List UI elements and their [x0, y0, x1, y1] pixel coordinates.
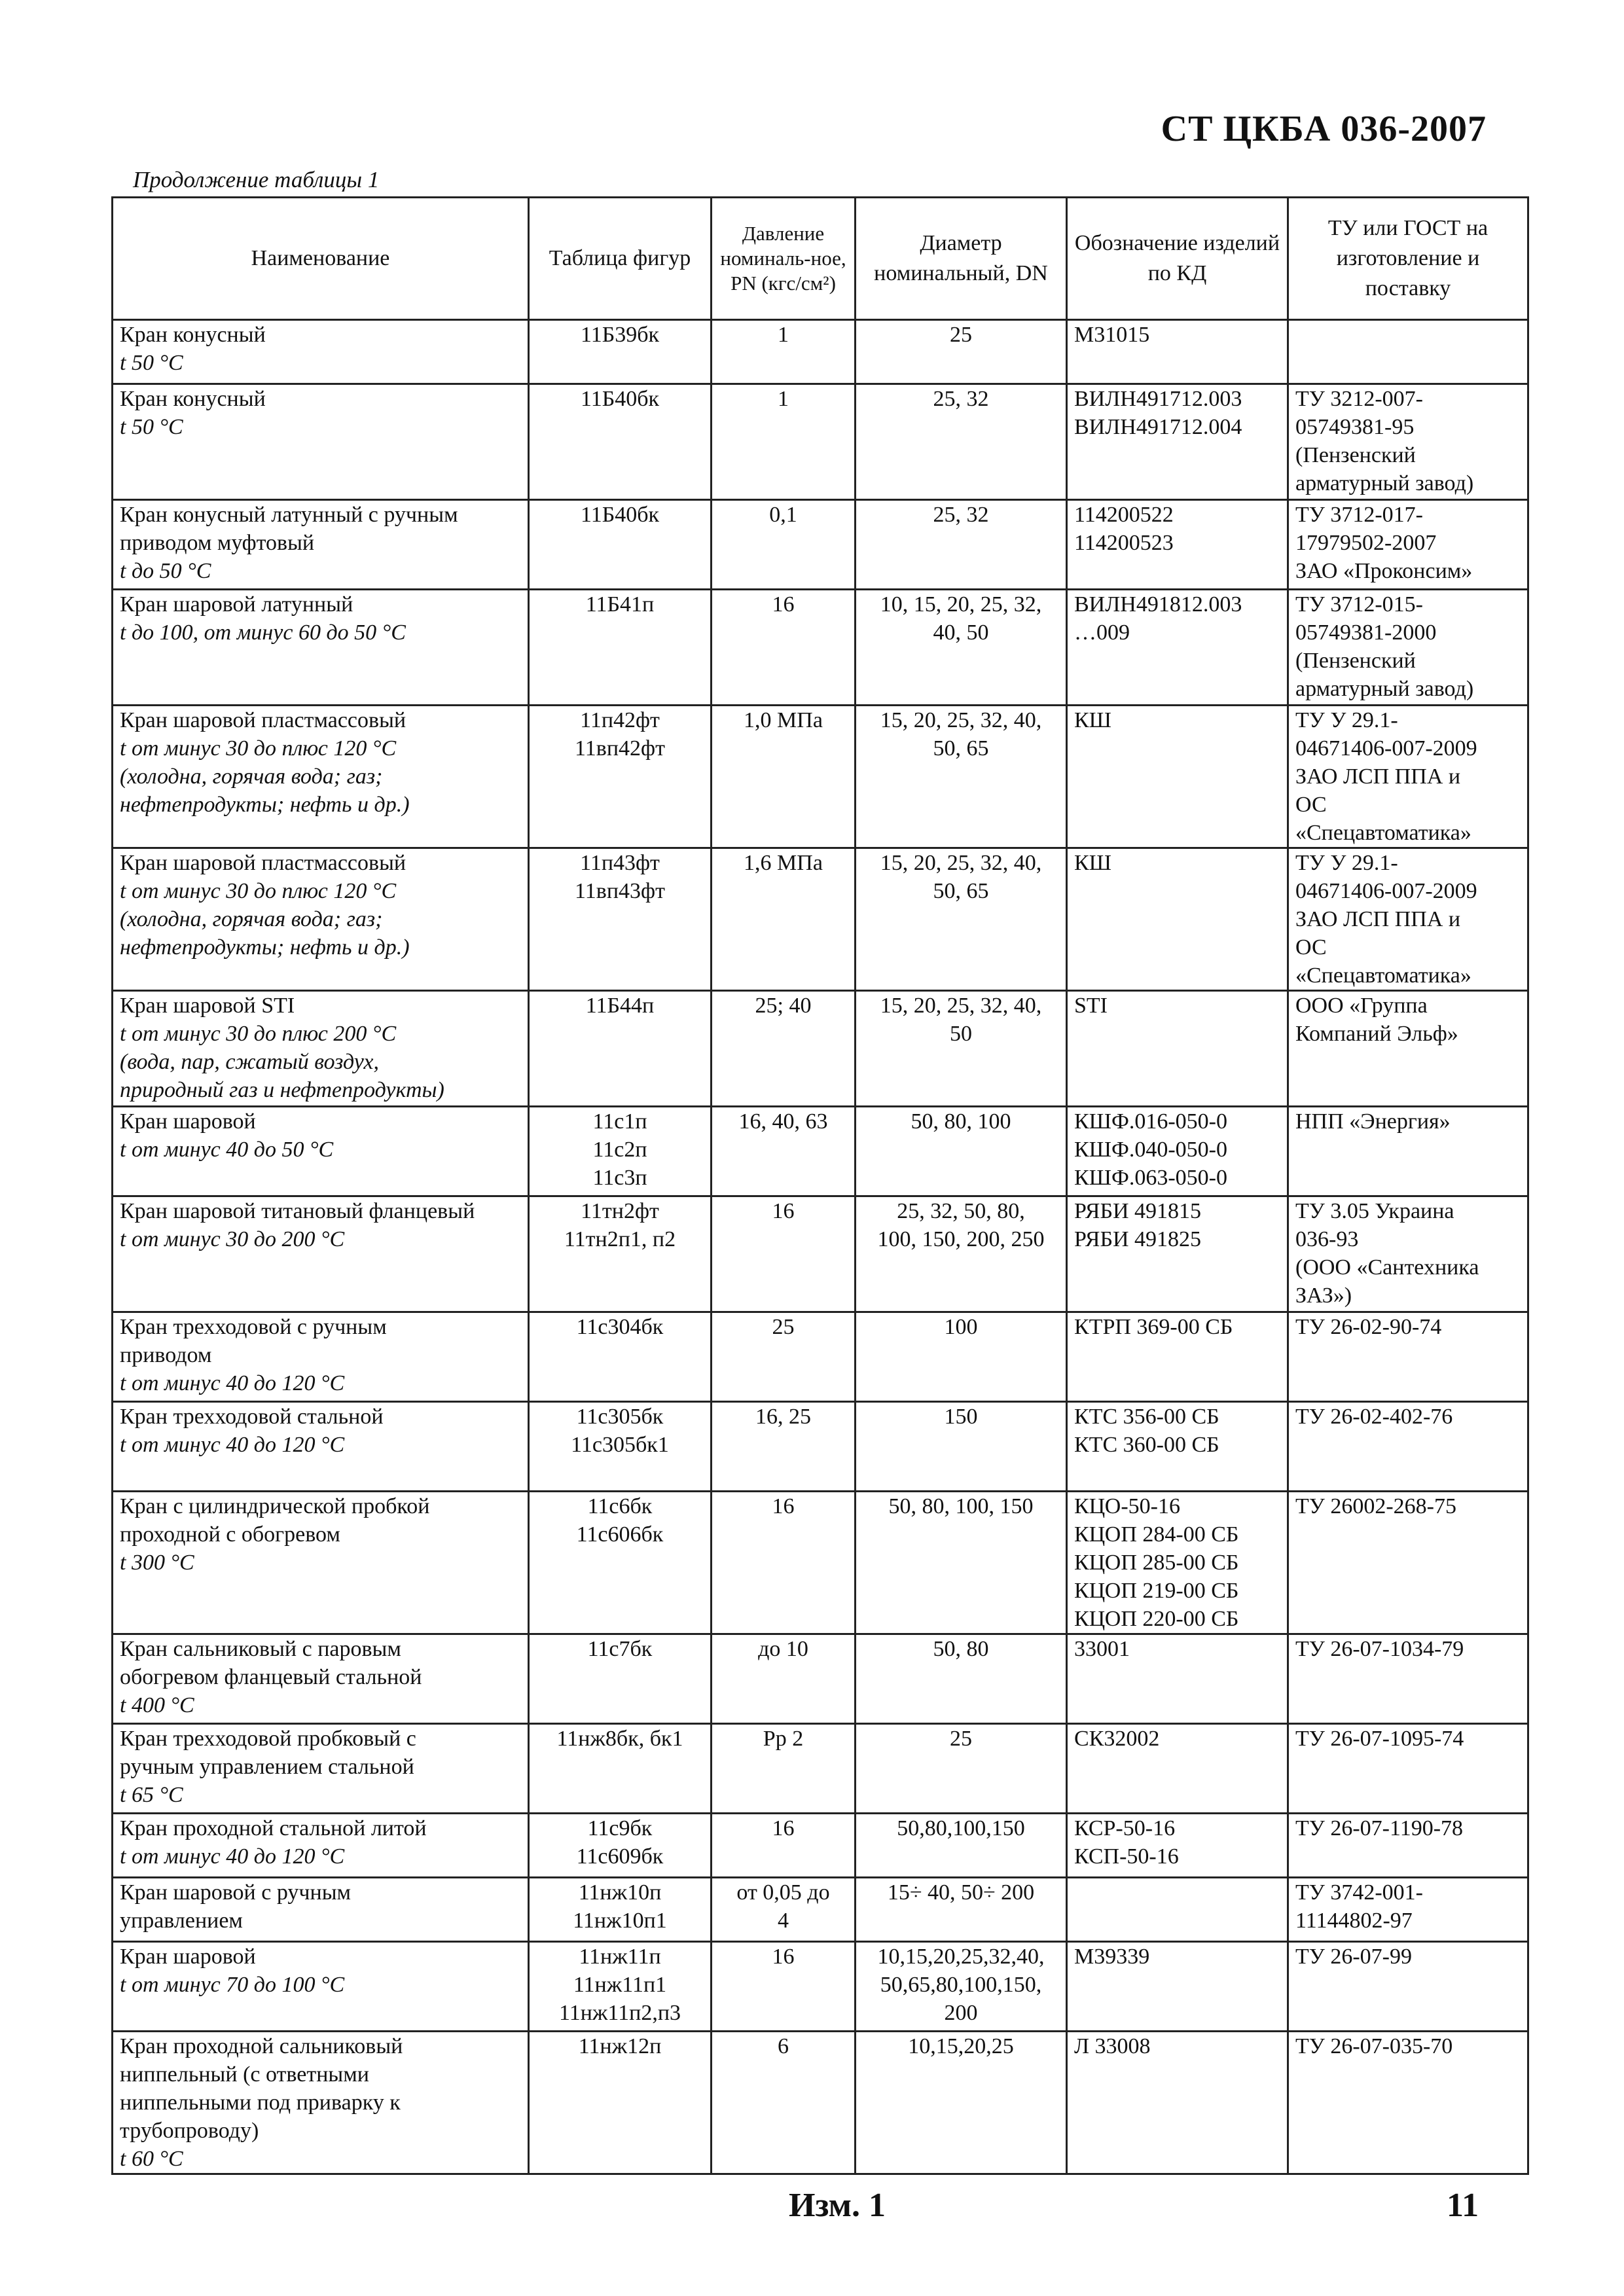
cell-figure-text: 11нж11п 11нж11п1 11нж11п2,п3: [558, 1945, 681, 2025]
cell-figure: [529, 1312, 712, 1402]
cell-figure: [529, 1878, 712, 1942]
cell-designation-text: КТРП 369-00 СБ: [1074, 1315, 1233, 1339]
cell-pressure: [712, 706, 856, 848]
cell-designation: [1067, 1196, 1288, 1312]
item-name: Кран конусный: [120, 323, 266, 347]
cell-designation: [1067, 384, 1288, 500]
cell-figure: [529, 590, 712, 706]
table-row: [113, 1878, 1528, 1942]
cell-figure-text: 11Б41п: [585, 592, 655, 617]
cell-diameter: [856, 1107, 1067, 1196]
cell-pressure: [712, 1107, 856, 1196]
cell-tu-gost: [1288, 384, 1528, 500]
cell-tu-gost-text: ТУ 3742-001- 11144802-97: [1295, 1880, 1423, 1933]
table-row: [113, 590, 1528, 706]
cell-diameter: [856, 320, 1067, 384]
item-name: Кран шаровой: [120, 1945, 256, 1969]
item-name: Кран шаровой пластмассовый: [120, 851, 406, 875]
cell-tu-gost-text: ТУ У 29.1- 04671406-007-2009 ЗАО ЛСП ППА и ОС «Спецавтоматика»: [1295, 708, 1477, 845]
cell-diameter-text: 15÷ 40, 50÷ 200: [887, 1880, 1035, 1905]
item-name: Кран шаровой: [120, 1109, 256, 1134]
item-name: Кран проходной сальниковый ниппельный (с ответными ниппельными под приварку к трубопроводу): [120, 2034, 403, 2143]
cell-pressure-text: Рр 2: [763, 1727, 804, 1751]
cell-pressure-text: до 10: [758, 1637, 808, 1661]
cell-designation-text: 114200522 114200523: [1074, 503, 1174, 555]
cell-name: [113, 1634, 529, 1724]
cell-tu-gost-text: ТУ 26-07-1034-79: [1295, 1637, 1464, 1661]
revision-label: Изм. 1: [789, 2187, 886, 2224]
item-temperature: t от минус 70 до 100 °С: [120, 1973, 345, 1997]
cell-figure: [529, 500, 712, 590]
valves-table: [111, 196, 1529, 2175]
cell-pressure-text: 16: [772, 1816, 795, 1840]
item-name: Кран шаровой пластмассовый: [120, 708, 406, 732]
cell-designation: [1067, 1107, 1288, 1196]
cell-pressure: [712, 1942, 856, 2032]
cell-figure-text: 11с9бк 11с609бк: [576, 1816, 664, 1869]
cell-designation-text: ВИЛН491712.003 ВИЛН491712.004: [1074, 387, 1242, 439]
cell-diameter-text: 25, 32, 50, 80, 100, 150, 200, 250: [877, 1199, 1045, 1251]
cell-figure-text: 11нж10п 11нж10п1: [573, 1880, 667, 1933]
cell-tu-gost-text: ООО «Группа Компаний Эльф»: [1295, 994, 1458, 1046]
cell-figure-text: 11с7бк: [587, 1637, 653, 1661]
cell-figure-text: 11с1п 11с2п 11с3п: [592, 1109, 647, 1190]
cell-pressure: [712, 1402, 856, 1492]
cell-pressure-text: 16: [772, 1945, 795, 1969]
document-code: СТ ЦКБА 036-2007: [1161, 109, 1487, 149]
cell-diameter-text: 15, 20, 25, 32, 40, 50: [880, 994, 1042, 1046]
cell-tu-gost: [1288, 1814, 1528, 1878]
table-row: [113, 500, 1528, 590]
cell-pressure-text: 25: [772, 1315, 795, 1339]
cell-pressure-text: 25; 40: [755, 994, 812, 1018]
cell-pressure-text: 6: [778, 2034, 789, 2058]
cell-figure-text: 11тн2фт 11тн2п1, п2: [564, 1199, 676, 1251]
cell-tu-gost: [1288, 1107, 1528, 1196]
cell-pressure: [712, 590, 856, 706]
cell-diameter: [856, 590, 1067, 706]
cell-tu-gost-text: ТУ У 29.1- 04671406-007-2009 ЗАО ЛСП ППА и ОС «Спецавтоматика»: [1295, 851, 1477, 988]
item-temperature: t от минус 30 до плюс 120 °С (холодна, горячая вода; газ; нефтепродукты; нефть и др.): [120, 879, 410, 960]
cell-diameter-text: 15, 20, 25, 32, 40, 50, 65: [880, 708, 1042, 761]
cell-figure-text: 11с6бк 11с606бк: [576, 1494, 664, 1547]
table-row: [113, 1492, 1528, 1634]
item-name: Кран шаровой латунный: [120, 592, 353, 617]
cell-figure-text: 11Б44п: [585, 994, 655, 1018]
cell-diameter-text: 50, 80: [933, 1637, 989, 1661]
cell-tu-gost: [1288, 1942, 1528, 2032]
cell-diameter: [856, 384, 1067, 500]
cell-diameter-text: 10,15,20,25: [908, 2034, 1014, 2058]
cell-designation-text: 33001: [1074, 1637, 1130, 1661]
table-row: [113, 1814, 1528, 1878]
item-temperature: t от минус 40 до 50 °С: [120, 1138, 334, 1162]
cell-diameter-text: 10, 15, 20, 25, 32, 40, 50: [880, 592, 1042, 645]
cell-diameter: [856, 1634, 1067, 1724]
cell-designation-text: КШФ.016-050-0 КШФ.040-050-0 КШФ.063-050-0: [1074, 1109, 1227, 1190]
header-pressure: Давление номиналь-ное, PN (кгс/см²): [712, 198, 856, 320]
cell-diameter-text: 150: [944, 1405, 978, 1429]
cell-diameter: [856, 1878, 1067, 1942]
cell-diameter: [856, 1196, 1067, 1312]
cell-designation: [1067, 1492, 1288, 1634]
cell-name: [113, 1402, 529, 1492]
table-row: [113, 2032, 1528, 2174]
cell-name: [113, 320, 529, 384]
cell-figure: [529, 1814, 712, 1878]
cell-tu-gost-text: ТУ 26-02-90-74: [1295, 1315, 1442, 1339]
cell-designation-text: КШ: [1074, 851, 1111, 875]
cell-diameter: [856, 848, 1067, 991]
item-temperature: t от минус 40 до 120 °С: [120, 1844, 345, 1869]
cell-figure: [529, 1402, 712, 1492]
item-temperature: t 65 °С: [120, 1783, 183, 1807]
cell-tu-gost: [1288, 320, 1528, 384]
cell-diameter: [856, 991, 1067, 1107]
item-name: Кран конусный латунный с ручным приводом муфтовый: [120, 503, 458, 555]
cell-designation-text: РЯБИ 491815 РЯБИ 491825: [1074, 1199, 1202, 1251]
cell-figure-text: 11с304бк: [576, 1315, 664, 1339]
cell-diameter: [856, 500, 1067, 590]
item-name: Кран шаровой титановый фланцевый: [120, 1199, 475, 1223]
cell-pressure: [712, 1196, 856, 1312]
cell-tu-gost-text: ТУ 3.05 Украина 036-93 (ООО «Сантехника ЗАЗ»): [1295, 1199, 1479, 1308]
cell-name: [113, 590, 529, 706]
cell-designation-text: КЦО-50-16 КЦОП 284-00 СБ КЦОП 285-00 СБ КЦОП 219-00 СБ КЦОП 220-00 СБ: [1074, 1494, 1239, 1631]
cell-name: [113, 1814, 529, 1878]
cell-tu-gost: [1288, 500, 1528, 590]
cell-name: [113, 1196, 529, 1312]
cell-designation: [1067, 1814, 1288, 1878]
cell-figure: [529, 2032, 712, 2174]
item-name: Кран трехходовой с ручным приводом: [120, 1315, 387, 1367]
cell-name: [113, 1492, 529, 1634]
cell-pressure-text: 16: [772, 1199, 795, 1223]
item-name: Кран сальниковый с паровым обогревом фланцевый стальной: [120, 1637, 422, 1689]
cell-tu-gost: [1288, 1492, 1528, 1634]
cell-figure: [529, 1107, 712, 1196]
cell-designation-text: STI: [1074, 994, 1108, 1018]
cell-tu-gost: [1288, 1724, 1528, 1814]
cell-pressure-text: 1,6 МПа: [744, 851, 823, 875]
cell-pressure: [712, 384, 856, 500]
cell-pressure: [712, 1492, 856, 1634]
cell-tu-gost: [1288, 706, 1528, 848]
cell-tu-gost: [1288, 1402, 1528, 1492]
cell-tu-gost-text: ТУ 26002-268-75: [1295, 1494, 1456, 1518]
cell-figure-text: 11с305бк 11с305бк1: [571, 1405, 669, 1457]
cell-tu-gost: [1288, 848, 1528, 991]
header-tu-gost: ТУ или ГОСТ на изготовление и поставку: [1288, 198, 1528, 320]
item-name: Кран трехходовой пробковый с ручным управлением стальной: [120, 1727, 416, 1779]
cell-tu-gost: [1288, 1634, 1528, 1724]
cell-tu-gost-text: НПП «Энергия»: [1295, 1109, 1451, 1134]
cell-tu-gost: [1288, 590, 1528, 706]
cell-diameter-text: 50, 80, 100, 150: [888, 1494, 1034, 1518]
cell-diameter: [856, 706, 1067, 848]
header-designation: Обозначение изделий по КД: [1067, 198, 1288, 320]
cell-figure-text: 11нж8бк, бк1: [556, 1727, 683, 1751]
cell-designation-text: КСР-50-16 КСП-50-16: [1074, 1816, 1179, 1869]
item-temperature: t 60 °С: [120, 2147, 183, 2171]
cell-figure: [529, 991, 712, 1107]
item-temperature: t от минус 30 до 200 °С: [120, 1227, 345, 1251]
cell-designation: [1067, 1634, 1288, 1724]
cell-diameter: [856, 1402, 1067, 1492]
item-name: Кран проходной стальной литой: [120, 1816, 427, 1840]
cell-name: [113, 2032, 529, 2174]
item-temperature: t 50 °С: [120, 415, 183, 439]
cell-pressure: [712, 500, 856, 590]
cell-tu-gost-text: ТУ 3712-017- 17979502-2007 ЗАО «Проконсим»: [1295, 503, 1473, 583]
table-row: [113, 706, 1528, 848]
cell-figure-text: 11п43фт 11вп43фт: [575, 851, 665, 903]
cell-designation: [1067, 320, 1288, 384]
cell-pressure: [712, 1724, 856, 1814]
cell-diameter: [856, 1724, 1067, 1814]
cell-designation: [1067, 1724, 1288, 1814]
cell-diameter: [856, 1814, 1067, 1878]
cell-pressure-text: 16: [772, 592, 795, 617]
table-header-row: [113, 198, 1528, 320]
table-row: [113, 320, 1528, 384]
cell-name: [113, 1312, 529, 1402]
cell-figure: [529, 848, 712, 991]
cell-designation: [1067, 1402, 1288, 1492]
cell-diameter: [856, 1492, 1067, 1634]
cell-diameter-text: 15, 20, 25, 32, 40, 50, 65: [880, 851, 1042, 903]
cell-diameter: [856, 1942, 1067, 2032]
item-temperature: t 300 °С: [120, 1551, 194, 1575]
cell-figure: [529, 1634, 712, 1724]
cell-tu-gost: [1288, 1878, 1528, 1942]
cell-designation: [1067, 1942, 1288, 2032]
cell-pressure-text: 16, 25: [755, 1405, 811, 1429]
cell-pressure: [712, 2032, 856, 2174]
cell-tu-gost-text: ТУ 26-02-402-76: [1295, 1405, 1453, 1429]
cell-diameter-text: 25, 32: [933, 387, 989, 411]
cell-designation-text: М39339: [1074, 1945, 1150, 1969]
cell-figure-text: 11Б39бк: [580, 323, 660, 347]
cell-diameter: [856, 1312, 1067, 1402]
cell-name: [113, 1878, 529, 1942]
table-row: [113, 384, 1528, 500]
table-caption: Продолжение таблицы 1: [133, 167, 380, 192]
cell-tu-gost-text: ТУ 3712-015- 05749381-2000 (Пензенский арматурный завод): [1295, 592, 1474, 701]
cell-figure: [529, 384, 712, 500]
cell-pressure: [712, 1312, 856, 1402]
table-row: [113, 1724, 1528, 1814]
cell-tu-gost: [1288, 1196, 1528, 1312]
header-figure-table: Таблица фигур: [529, 198, 712, 320]
cell-pressure-text: 0,1: [769, 503, 797, 527]
cell-diameter-text: 50, 80, 100: [911, 1109, 1011, 1134]
item-temperature: t 50 °С: [120, 351, 183, 375]
cell-pressure-text: 1,0 МПа: [744, 708, 823, 732]
page-number: 11: [1447, 2187, 1479, 2224]
cell-designation: [1067, 991, 1288, 1107]
item-name: Кран шаровой с ручным управлением: [120, 1880, 352, 1933]
table-row: [113, 1402, 1528, 1492]
cell-name: [113, 384, 529, 500]
item-temperature: t от минус 40 до 120 °С: [120, 1433, 345, 1457]
cell-diameter-text: 25, 32: [933, 503, 989, 527]
cell-diameter-text: 10,15,20,25,32,40, 50,65,80,100,150, 200: [877, 1945, 1045, 2025]
cell-name: [113, 500, 529, 590]
cell-figure-text: 11Б40бк: [580, 387, 660, 411]
cell-diameter-text: 25: [950, 323, 972, 347]
cell-diameter: [856, 2032, 1067, 2174]
cell-pressure: [712, 320, 856, 384]
cell-tu-gost: [1288, 2032, 1528, 2174]
item-name: Кран трехходовой стальной: [120, 1405, 384, 1429]
cell-name: [113, 848, 529, 991]
cell-tu-gost: [1288, 991, 1528, 1107]
item-temperature: t от минус 30 до плюс 120 °С (холодна, горячая вода; газ; нефтепродукты; нефть и др.): [120, 736, 410, 817]
cell-figure: [529, 320, 712, 384]
cell-name: [113, 1724, 529, 1814]
item-temperature: t 400 °С: [120, 1693, 194, 1717]
cell-tu-gost-text: ТУ 26-07-1095-74: [1295, 1727, 1464, 1751]
cell-pressure: [712, 1814, 856, 1878]
item-name: Кран конусный: [120, 387, 266, 411]
cell-designation: [1067, 1878, 1288, 1942]
cell-name: [113, 706, 529, 848]
cell-designation-text: СК32002: [1074, 1727, 1160, 1751]
cell-diameter-text: 25: [950, 1727, 972, 1751]
cell-pressure: [712, 1634, 856, 1724]
cell-name: [113, 1107, 529, 1196]
item-name: Кран с цилиндрической пробкой проходной с обогревом: [120, 1494, 430, 1547]
cell-tu-gost-text: ТУ 3212-007- 05749381-95 (Пензенский арматурный завод): [1295, 387, 1474, 495]
table-row: [113, 1312, 1528, 1402]
cell-pressure-text: от 0,05 до 4: [736, 1880, 830, 1933]
cell-designation-text: М31015: [1074, 323, 1150, 347]
cell-tu-gost-text: ТУ 26-07-99: [1295, 1945, 1412, 1969]
cell-pressure: [712, 1878, 856, 1942]
table-row: [113, 1634, 1528, 1724]
cell-name: [113, 991, 529, 1107]
cell-figure: [529, 1196, 712, 1312]
cell-diameter-text: 50,80,100,150: [897, 1816, 1025, 1840]
cell-figure-text: 11Б40бк: [580, 503, 660, 527]
table-row: [113, 1942, 1528, 2032]
table-row: [113, 1107, 1528, 1196]
table-row: [113, 991, 1528, 1107]
cell-designation: [1067, 2032, 1288, 2174]
item-temperature: t от минус 40 до 120 °С: [120, 1371, 345, 1395]
cell-figure-text: 11нж12п: [578, 2034, 662, 2058]
cell-pressure: [712, 848, 856, 991]
header-diameter: Диаметр номинальный, DN: [856, 198, 1067, 320]
cell-pressure-text: 1: [778, 387, 789, 411]
cell-figure: [529, 706, 712, 848]
table-row: [113, 848, 1528, 991]
item-temperature: t от минус 30 до плюс 200 °С (вода, пар, сжатый воздух, природный газ и нефтепродукты): [120, 1022, 444, 1102]
cell-figure: [529, 1942, 712, 2032]
item-temperature: t до 50 °С: [120, 559, 211, 583]
cell-pressure-text: 1: [778, 323, 789, 347]
cell-designation: [1067, 1312, 1288, 1402]
cell-pressure-text: 16, 40, 63: [738, 1109, 828, 1134]
item-name: Кран шаровой STI: [120, 994, 295, 1018]
cell-figure: [529, 1492, 712, 1634]
cell-designation: [1067, 500, 1288, 590]
cell-designation-text: КТС 356-00 СБ КТС 360-00 СБ: [1074, 1405, 1219, 1457]
cell-designation-text: КШ: [1074, 708, 1111, 732]
cell-designation: [1067, 706, 1288, 848]
cell-pressure: [712, 991, 856, 1107]
cell-designation-text: Л 33008: [1074, 2034, 1151, 2058]
cell-figure-text: 11п42фт 11вп42фт: [575, 708, 665, 761]
cell-figure: [529, 1724, 712, 1814]
cell-diameter-text: 100: [944, 1315, 978, 1339]
item-temperature: t до 100, от минус 60 до 50 °С: [120, 620, 406, 645]
cell-tu-gost-text: ТУ 26-07-035-70: [1295, 2034, 1453, 2058]
table-row: [113, 1196, 1528, 1312]
cell-tu-gost-text: ТУ 26-07-1190-78: [1295, 1816, 1464, 1840]
cell-designation-text: ВИЛН491812.003 …009: [1074, 592, 1242, 645]
cell-name: [113, 1942, 529, 2032]
cell-pressure-text: 16: [772, 1494, 795, 1518]
cell-designation: [1067, 848, 1288, 991]
cell-tu-gost: [1288, 1312, 1528, 1402]
cell-designation: [1067, 590, 1288, 706]
header-name: Наименование: [113, 198, 529, 320]
